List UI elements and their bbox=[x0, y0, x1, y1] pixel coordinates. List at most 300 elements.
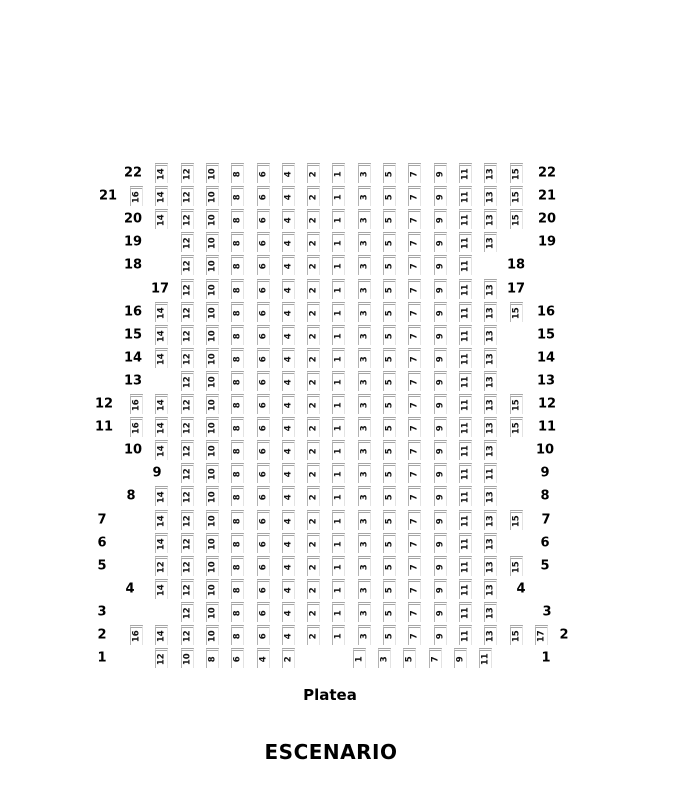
seat[interactable] bbox=[282, 486, 295, 506]
seat[interactable] bbox=[358, 463, 371, 483]
seat[interactable] bbox=[378, 648, 391, 668]
seat[interactable] bbox=[257, 417, 270, 437]
seat[interactable] bbox=[332, 625, 345, 645]
seat[interactable] bbox=[459, 417, 472, 437]
seat[interactable] bbox=[257, 255, 270, 275]
seat[interactable] bbox=[155, 510, 168, 530]
seat[interactable] bbox=[257, 440, 270, 460]
seat[interactable] bbox=[206, 625, 219, 645]
seat[interactable] bbox=[282, 348, 295, 368]
seat[interactable] bbox=[181, 648, 194, 668]
seat[interactable] bbox=[358, 325, 371, 345]
seat[interactable] bbox=[383, 348, 396, 368]
seat[interactable] bbox=[459, 602, 472, 622]
seat[interactable] bbox=[181, 302, 194, 322]
seat[interactable] bbox=[358, 163, 371, 183]
seat[interactable] bbox=[257, 371, 270, 391]
seat[interactable] bbox=[383, 371, 396, 391]
seat[interactable] bbox=[434, 440, 447, 460]
seat[interactable] bbox=[307, 209, 320, 229]
seat[interactable] bbox=[408, 232, 421, 252]
seat[interactable] bbox=[307, 255, 320, 275]
seat[interactable] bbox=[459, 232, 472, 252]
seat[interactable] bbox=[257, 463, 270, 483]
seat[interactable] bbox=[155, 186, 168, 206]
seat[interactable] bbox=[383, 394, 396, 414]
seat[interactable] bbox=[484, 325, 497, 345]
seat[interactable] bbox=[383, 625, 396, 645]
seat[interactable] bbox=[181, 186, 194, 206]
seat[interactable] bbox=[181, 417, 194, 437]
seat[interactable] bbox=[383, 556, 396, 576]
seat[interactable] bbox=[358, 533, 371, 553]
seat[interactable] bbox=[484, 186, 497, 206]
seat[interactable] bbox=[484, 371, 497, 391]
seat[interactable] bbox=[181, 348, 194, 368]
seat[interactable] bbox=[459, 325, 472, 345]
seat[interactable] bbox=[332, 463, 345, 483]
seat[interactable] bbox=[307, 348, 320, 368]
seat[interactable] bbox=[459, 209, 472, 229]
seat[interactable] bbox=[358, 579, 371, 599]
seat[interactable] bbox=[332, 255, 345, 275]
seat[interactable] bbox=[358, 232, 371, 252]
seat[interactable] bbox=[459, 486, 472, 506]
seat[interactable] bbox=[408, 486, 421, 506]
seat[interactable] bbox=[358, 440, 371, 460]
seat[interactable] bbox=[408, 625, 421, 645]
seat[interactable] bbox=[231, 625, 244, 645]
seat[interactable] bbox=[358, 510, 371, 530]
seat[interactable] bbox=[510, 510, 523, 530]
seat[interactable] bbox=[307, 325, 320, 345]
seat[interactable] bbox=[257, 163, 270, 183]
seat[interactable] bbox=[332, 163, 345, 183]
seat[interactable] bbox=[459, 579, 472, 599]
seat[interactable] bbox=[257, 348, 270, 368]
seat[interactable] bbox=[434, 255, 447, 275]
seat[interactable] bbox=[383, 486, 396, 506]
seat[interactable] bbox=[459, 533, 472, 553]
seat[interactable] bbox=[510, 625, 523, 645]
seat[interactable] bbox=[408, 579, 421, 599]
seat[interactable] bbox=[181, 556, 194, 576]
seat[interactable] bbox=[434, 325, 447, 345]
seat[interactable] bbox=[454, 648, 467, 668]
seat[interactable] bbox=[484, 463, 497, 483]
seat[interactable] bbox=[231, 463, 244, 483]
seat[interactable] bbox=[408, 417, 421, 437]
seat[interactable] bbox=[231, 163, 244, 183]
seat[interactable] bbox=[434, 186, 447, 206]
seat[interactable] bbox=[358, 255, 371, 275]
seat[interactable] bbox=[408, 556, 421, 576]
seat[interactable] bbox=[383, 302, 396, 322]
seat[interactable] bbox=[434, 163, 447, 183]
seat[interactable] bbox=[484, 510, 497, 530]
seat[interactable] bbox=[408, 302, 421, 322]
seat[interactable] bbox=[332, 371, 345, 391]
seat[interactable] bbox=[231, 186, 244, 206]
seat[interactable] bbox=[484, 417, 497, 437]
seat[interactable] bbox=[206, 371, 219, 391]
seat[interactable] bbox=[231, 325, 244, 345]
seat[interactable] bbox=[282, 186, 295, 206]
seat[interactable] bbox=[181, 325, 194, 345]
seat[interactable] bbox=[155, 348, 168, 368]
seat[interactable] bbox=[408, 209, 421, 229]
seat[interactable] bbox=[484, 602, 497, 622]
seat[interactable] bbox=[332, 232, 345, 252]
seat[interactable] bbox=[434, 463, 447, 483]
seat[interactable] bbox=[408, 510, 421, 530]
seat[interactable] bbox=[434, 556, 447, 576]
seat[interactable] bbox=[332, 209, 345, 229]
seat[interactable] bbox=[206, 186, 219, 206]
seat[interactable] bbox=[383, 209, 396, 229]
seat[interactable] bbox=[155, 302, 168, 322]
seat[interactable] bbox=[459, 186, 472, 206]
seat[interactable] bbox=[231, 348, 244, 368]
seat[interactable] bbox=[257, 486, 270, 506]
seat[interactable] bbox=[282, 417, 295, 437]
seat[interactable] bbox=[434, 279, 447, 299]
seat[interactable] bbox=[307, 371, 320, 391]
seat[interactable] bbox=[257, 232, 270, 252]
seat[interactable] bbox=[332, 348, 345, 368]
seat[interactable] bbox=[257, 325, 270, 345]
seat[interactable] bbox=[358, 186, 371, 206]
seat[interactable] bbox=[231, 602, 244, 622]
seat[interactable] bbox=[206, 394, 219, 414]
seat[interactable] bbox=[181, 279, 194, 299]
seat[interactable] bbox=[231, 232, 244, 252]
seat[interactable] bbox=[429, 648, 442, 668]
seat[interactable] bbox=[332, 186, 345, 206]
seat[interactable] bbox=[383, 440, 396, 460]
seat[interactable] bbox=[358, 625, 371, 645]
seat[interactable] bbox=[206, 163, 219, 183]
seat[interactable] bbox=[155, 209, 168, 229]
seat[interactable] bbox=[257, 302, 270, 322]
seat[interactable] bbox=[332, 486, 345, 506]
seat[interactable] bbox=[282, 163, 295, 183]
seat[interactable] bbox=[181, 579, 194, 599]
seat[interactable] bbox=[484, 486, 497, 506]
seat[interactable] bbox=[383, 279, 396, 299]
seat[interactable] bbox=[510, 394, 523, 414]
seat[interactable] bbox=[257, 556, 270, 576]
seat[interactable] bbox=[459, 302, 472, 322]
seat[interactable] bbox=[459, 348, 472, 368]
seat[interactable] bbox=[282, 556, 295, 576]
seat[interactable] bbox=[332, 602, 345, 622]
seat[interactable] bbox=[155, 440, 168, 460]
seat[interactable] bbox=[155, 556, 168, 576]
seat[interactable] bbox=[383, 255, 396, 275]
seat[interactable] bbox=[479, 648, 492, 668]
seat[interactable] bbox=[408, 533, 421, 553]
seat[interactable] bbox=[257, 648, 270, 668]
seat[interactable] bbox=[332, 440, 345, 460]
seat[interactable] bbox=[282, 510, 295, 530]
seat[interactable] bbox=[282, 371, 295, 391]
seat[interactable] bbox=[484, 348, 497, 368]
seat[interactable] bbox=[231, 440, 244, 460]
seat[interactable] bbox=[282, 648, 295, 668]
seat[interactable] bbox=[231, 648, 244, 668]
seat[interactable] bbox=[155, 417, 168, 437]
seat[interactable] bbox=[332, 302, 345, 322]
seat[interactable] bbox=[358, 417, 371, 437]
seat[interactable] bbox=[206, 510, 219, 530]
seat[interactable] bbox=[459, 255, 472, 275]
seat[interactable] bbox=[231, 209, 244, 229]
seat[interactable] bbox=[282, 533, 295, 553]
seat[interactable] bbox=[353, 648, 366, 668]
seat[interactable] bbox=[510, 417, 523, 437]
seat[interactable] bbox=[231, 556, 244, 576]
seat[interactable] bbox=[257, 602, 270, 622]
seat[interactable] bbox=[408, 279, 421, 299]
seat[interactable] bbox=[408, 371, 421, 391]
seat[interactable] bbox=[510, 302, 523, 322]
seat[interactable] bbox=[231, 279, 244, 299]
seat[interactable] bbox=[231, 417, 244, 437]
seat[interactable] bbox=[358, 348, 371, 368]
seat[interactable] bbox=[206, 463, 219, 483]
seat[interactable] bbox=[181, 602, 194, 622]
seat[interactable] bbox=[282, 232, 295, 252]
seat[interactable] bbox=[510, 556, 523, 576]
seat[interactable] bbox=[231, 533, 244, 553]
seat[interactable] bbox=[155, 648, 168, 668]
seat[interactable] bbox=[510, 209, 523, 229]
seat[interactable] bbox=[206, 232, 219, 252]
seat[interactable] bbox=[332, 510, 345, 530]
seat[interactable] bbox=[155, 394, 168, 414]
seat[interactable] bbox=[282, 302, 295, 322]
seat[interactable] bbox=[358, 209, 371, 229]
seat[interactable] bbox=[155, 533, 168, 553]
seat[interactable] bbox=[181, 232, 194, 252]
seat[interactable] bbox=[459, 394, 472, 414]
seat[interactable] bbox=[307, 625, 320, 645]
seat[interactable] bbox=[383, 186, 396, 206]
seat[interactable] bbox=[282, 463, 295, 483]
seat[interactable] bbox=[383, 602, 396, 622]
seat[interactable] bbox=[206, 648, 219, 668]
seat[interactable] bbox=[459, 371, 472, 391]
seat[interactable] bbox=[307, 510, 320, 530]
seat[interactable] bbox=[181, 394, 194, 414]
seat[interactable] bbox=[459, 440, 472, 460]
seat[interactable] bbox=[231, 486, 244, 506]
seat[interactable] bbox=[181, 510, 194, 530]
seat[interactable] bbox=[403, 648, 416, 668]
seat[interactable] bbox=[130, 186, 143, 206]
seat[interactable] bbox=[484, 579, 497, 599]
seat[interactable] bbox=[510, 186, 523, 206]
seat[interactable] bbox=[206, 533, 219, 553]
seat[interactable] bbox=[434, 371, 447, 391]
seat[interactable] bbox=[282, 209, 295, 229]
seat[interactable] bbox=[231, 394, 244, 414]
seat[interactable] bbox=[206, 579, 219, 599]
seat[interactable] bbox=[459, 510, 472, 530]
seat[interactable] bbox=[206, 209, 219, 229]
seat[interactable] bbox=[307, 279, 320, 299]
seat[interactable] bbox=[307, 163, 320, 183]
seat[interactable] bbox=[383, 325, 396, 345]
seat[interactable] bbox=[307, 394, 320, 414]
seat[interactable] bbox=[130, 394, 143, 414]
seat[interactable] bbox=[282, 255, 295, 275]
seat[interactable] bbox=[434, 417, 447, 437]
seat[interactable] bbox=[181, 486, 194, 506]
seat[interactable] bbox=[231, 579, 244, 599]
seat[interactable] bbox=[434, 625, 447, 645]
seat[interactable] bbox=[206, 440, 219, 460]
seat[interactable] bbox=[408, 602, 421, 622]
seat[interactable] bbox=[408, 186, 421, 206]
seat[interactable] bbox=[434, 486, 447, 506]
seat[interactable] bbox=[484, 533, 497, 553]
seat[interactable] bbox=[484, 163, 497, 183]
seat[interactable] bbox=[181, 163, 194, 183]
seat[interactable] bbox=[358, 556, 371, 576]
seat[interactable] bbox=[434, 533, 447, 553]
seat[interactable] bbox=[434, 232, 447, 252]
seat[interactable] bbox=[383, 463, 396, 483]
seat[interactable] bbox=[206, 255, 219, 275]
seat[interactable] bbox=[332, 279, 345, 299]
seat[interactable] bbox=[282, 602, 295, 622]
seat[interactable] bbox=[358, 394, 371, 414]
seat[interactable] bbox=[257, 209, 270, 229]
seat[interactable] bbox=[484, 556, 497, 576]
seat[interactable] bbox=[408, 440, 421, 460]
seat[interactable] bbox=[206, 279, 219, 299]
seat[interactable] bbox=[155, 325, 168, 345]
seat[interactable] bbox=[358, 302, 371, 322]
seat[interactable] bbox=[307, 533, 320, 553]
seat[interactable] bbox=[257, 279, 270, 299]
seat[interactable] bbox=[408, 463, 421, 483]
seat[interactable] bbox=[358, 602, 371, 622]
seat[interactable] bbox=[434, 510, 447, 530]
seat[interactable] bbox=[358, 371, 371, 391]
seat[interactable] bbox=[307, 302, 320, 322]
seat[interactable] bbox=[282, 325, 295, 345]
seat[interactable] bbox=[206, 302, 219, 322]
seat[interactable] bbox=[155, 486, 168, 506]
seat[interactable] bbox=[181, 463, 194, 483]
seat[interactable] bbox=[307, 486, 320, 506]
seat[interactable] bbox=[206, 602, 219, 622]
seat[interactable] bbox=[459, 279, 472, 299]
seat[interactable] bbox=[434, 348, 447, 368]
seat[interactable] bbox=[231, 371, 244, 391]
seat[interactable] bbox=[459, 556, 472, 576]
seat[interactable] bbox=[282, 625, 295, 645]
seat[interactable] bbox=[307, 463, 320, 483]
seat[interactable] bbox=[408, 348, 421, 368]
seat[interactable] bbox=[332, 533, 345, 553]
seat[interactable] bbox=[282, 394, 295, 414]
seat[interactable] bbox=[484, 394, 497, 414]
seat[interactable] bbox=[484, 279, 497, 299]
seat[interactable] bbox=[130, 625, 143, 645]
seat[interactable] bbox=[130, 417, 143, 437]
seat[interactable] bbox=[206, 486, 219, 506]
seat[interactable] bbox=[459, 625, 472, 645]
seat[interactable] bbox=[484, 302, 497, 322]
seat[interactable] bbox=[332, 325, 345, 345]
seat[interactable] bbox=[434, 302, 447, 322]
seat[interactable] bbox=[206, 417, 219, 437]
seat[interactable] bbox=[459, 163, 472, 183]
seat[interactable] bbox=[307, 232, 320, 252]
seat[interactable] bbox=[282, 579, 295, 599]
seat[interactable] bbox=[155, 579, 168, 599]
seat[interactable] bbox=[181, 625, 194, 645]
seat[interactable] bbox=[408, 255, 421, 275]
seat[interactable] bbox=[383, 510, 396, 530]
seat[interactable] bbox=[434, 209, 447, 229]
seat[interactable] bbox=[155, 625, 168, 645]
seat[interactable] bbox=[181, 255, 194, 275]
seat[interactable] bbox=[307, 579, 320, 599]
seat[interactable] bbox=[408, 394, 421, 414]
seat[interactable] bbox=[282, 279, 295, 299]
seat[interactable] bbox=[206, 348, 219, 368]
seat[interactable] bbox=[332, 394, 345, 414]
seat[interactable] bbox=[257, 579, 270, 599]
seat[interactable] bbox=[383, 232, 396, 252]
seat[interactable] bbox=[408, 325, 421, 345]
seat[interactable] bbox=[383, 417, 396, 437]
seat[interactable] bbox=[257, 625, 270, 645]
seat[interactable] bbox=[484, 209, 497, 229]
seat[interactable] bbox=[307, 186, 320, 206]
seat[interactable] bbox=[332, 556, 345, 576]
seat[interactable] bbox=[181, 533, 194, 553]
seat[interactable] bbox=[307, 602, 320, 622]
seat[interactable] bbox=[257, 186, 270, 206]
seat[interactable] bbox=[484, 625, 497, 645]
seat[interactable] bbox=[484, 232, 497, 252]
seat[interactable] bbox=[282, 440, 295, 460]
seat[interactable] bbox=[383, 579, 396, 599]
seat[interactable] bbox=[434, 579, 447, 599]
seat[interactable] bbox=[358, 279, 371, 299]
seat[interactable] bbox=[206, 556, 219, 576]
seat[interactable] bbox=[332, 417, 345, 437]
seat[interactable] bbox=[231, 510, 244, 530]
seat[interactable] bbox=[358, 486, 371, 506]
seat[interactable] bbox=[257, 394, 270, 414]
seat[interactable] bbox=[307, 417, 320, 437]
seat[interactable] bbox=[181, 209, 194, 229]
seat[interactable] bbox=[484, 440, 497, 460]
seat[interactable] bbox=[231, 255, 244, 275]
seat[interactable] bbox=[307, 440, 320, 460]
seat[interactable] bbox=[383, 163, 396, 183]
seat[interactable] bbox=[257, 510, 270, 530]
seat[interactable] bbox=[332, 579, 345, 599]
seat[interactable] bbox=[257, 533, 270, 553]
